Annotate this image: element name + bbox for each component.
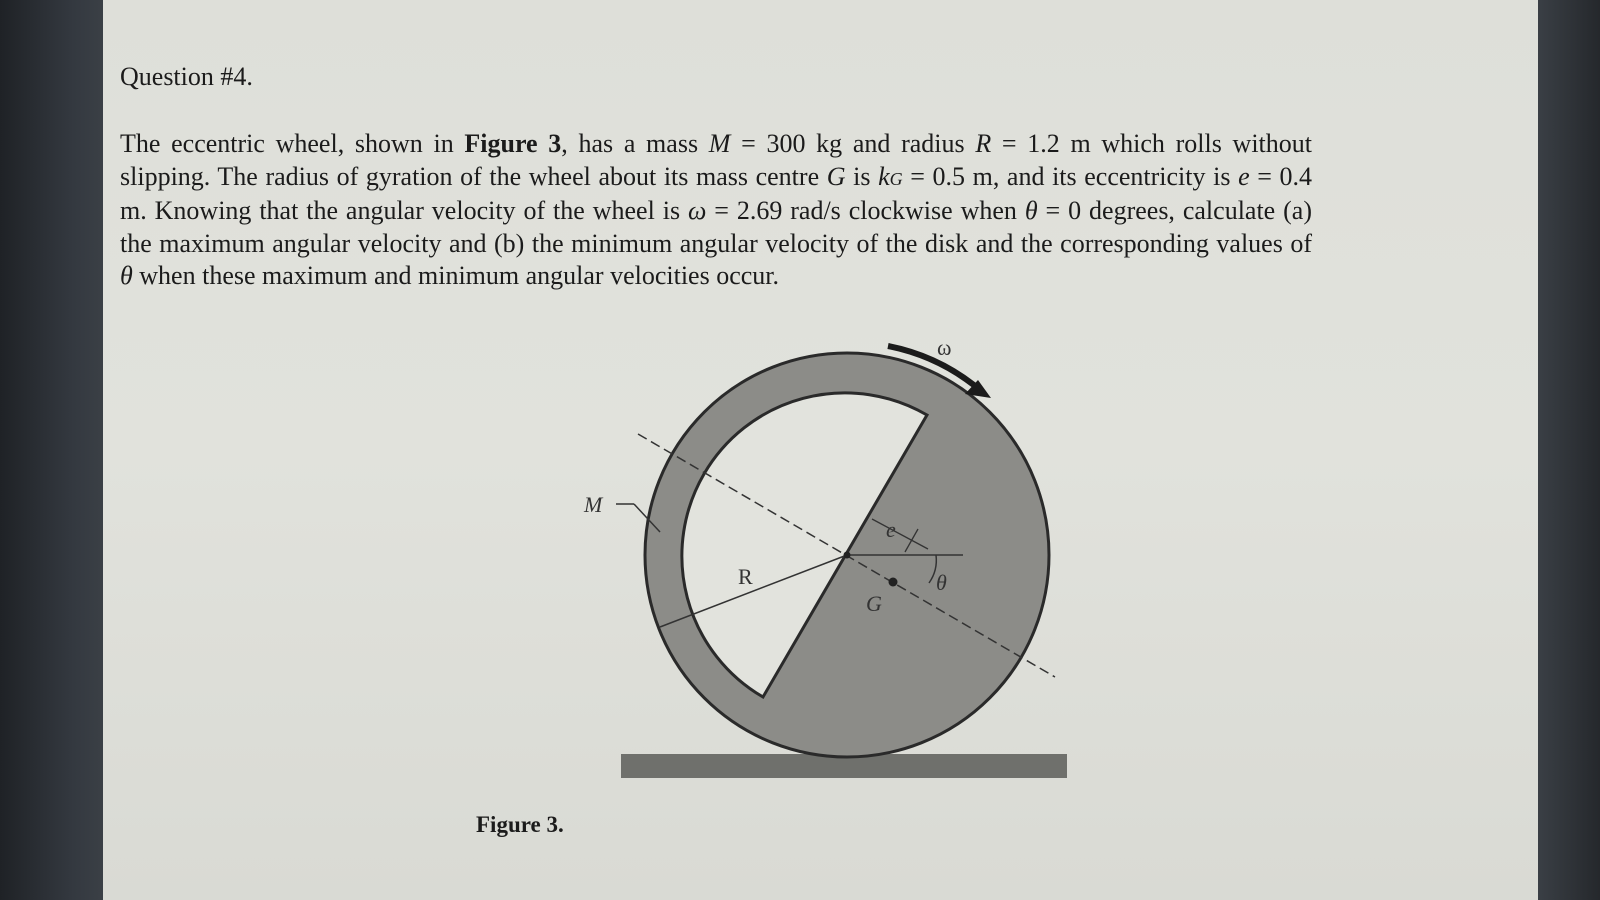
symbol-k-subscript: G [889, 168, 903, 189]
eccentric-wheel-figure [103, 0, 1561, 900]
question-text: = 1.2 m which rolls without slipping. The radius of gyration of the wheel about its mass centre [120, 129, 1312, 191]
question-text: = 300 kg and radius [730, 129, 976, 158]
symbol-theta: θ [120, 261, 133, 290]
wheel-centre-point [844, 552, 851, 559]
symbol-omega: ω [687, 196, 707, 225]
symbol-e: e [1238, 161, 1250, 191]
label-e: e [886, 517, 896, 542]
question-text: when these maximum and minimum angular velocities occur. [132, 261, 780, 290]
question-text: , has a mass [561, 129, 709, 158]
label-G: G [866, 591, 882, 616]
question-text: = 0.4 m. Knowing that the angular velocity of the wheel is [120, 161, 1312, 225]
label-R: R [738, 564, 753, 589]
question-text: = 0.5 m, and its eccentricity is [902, 161, 1239, 191]
symbol-theta: θ [1024, 196, 1038, 225]
symbol-k: k [878, 161, 890, 191]
symbol-G: G [826, 161, 846, 191]
symbol-M: M [708, 129, 731, 158]
mass-centre-point [889, 578, 898, 587]
monitor-bezel-left [0, 0, 105, 900]
question-title: Question #4. [120, 62, 253, 91]
figure-caption: Figure 3. [476, 812, 564, 837]
question-text: is [845, 161, 879, 191]
label-omega: ω [937, 335, 952, 360]
label-M: M [584, 492, 603, 517]
question-text: = 0 degrees, calculate (a) the maximum angular velocity and (b) the minimum angular velocity of the disk and the corresponding values of [120, 196, 1312, 258]
label-theta: θ [936, 570, 947, 595]
question-text: = 2.69 rad/s clockwise when [706, 196, 1025, 225]
figure-reference: Figure 3 [464, 129, 562, 158]
question-text: The eccentric wheel, shown in [120, 129, 465, 158]
symbol-R: R [975, 129, 992, 158]
